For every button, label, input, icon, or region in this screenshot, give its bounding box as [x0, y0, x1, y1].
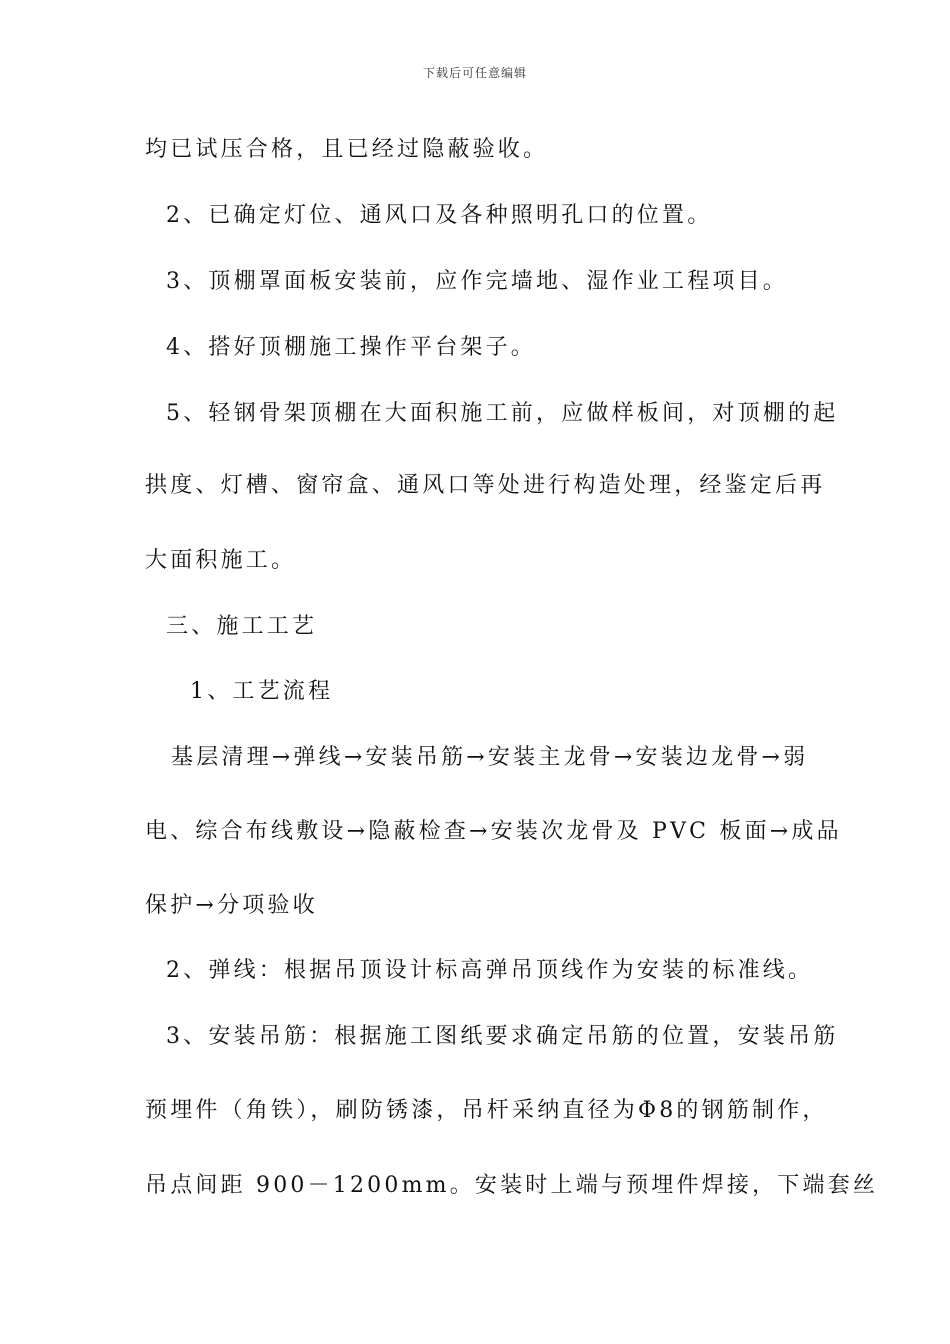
text-line-15: 预埋件（角铁），刷防锈漆，吊杆采纳直径为Φ8的钢筋制作， — [145, 1098, 828, 1123]
text-line-13: 2、弹线：根据吊顶设计标高弹吊顶线作为安装的标准线。 — [166, 958, 814, 983]
text-line-4: 4、搭好顶棚施工操作平台架子。 — [166, 335, 536, 360]
text-line-16: 吊点间距 900－1200mm。安装时上端与预埋件焊接，下端套丝 — [145, 1173, 879, 1198]
subsection-heading: 1、工艺流程 — [190, 679, 334, 704]
text-line-6: 拱度、灯槽、窗帘盒、通风口等处进行构造处理，经鉴定后再 — [145, 473, 826, 498]
text-line-7: 大面积施工。 — [145, 548, 297, 573]
text-line-2: 2、已确定灯位、通风口及各种照明孔口的位置。 — [166, 203, 713, 228]
text-line-3: 3、顶棚罩面板安装前，应作完墙地、湿作业工程项目。 — [166, 269, 788, 294]
section-heading: 三、施工工艺 — [166, 614, 318, 639]
text-line-14: 3、安装吊筋：根据施工图纸要求确定吊筋的位置，安装吊筋 — [166, 1024, 839, 1049]
text-line-12: 保护→分项验收 — [145, 893, 318, 918]
text-line-11: 电、综合布线敷设→隐蔽检查→安装次龙骨及 PVC 板面→成品 — [145, 819, 842, 844]
text-line-5: 5、轻钢骨架顶棚在大面积施工前，应做样板间，对顶棚的起 — [166, 401, 839, 426]
text-line-10: 基层清理→弹线→安装吊筋→安装主龙骨→安装边龙骨→弱 — [171, 745, 809, 770]
text-line-1: 均已试压合格，且已经过隐蔽验收。 — [145, 137, 549, 162]
page-header: 下载后可任意编辑 — [422, 66, 527, 80]
